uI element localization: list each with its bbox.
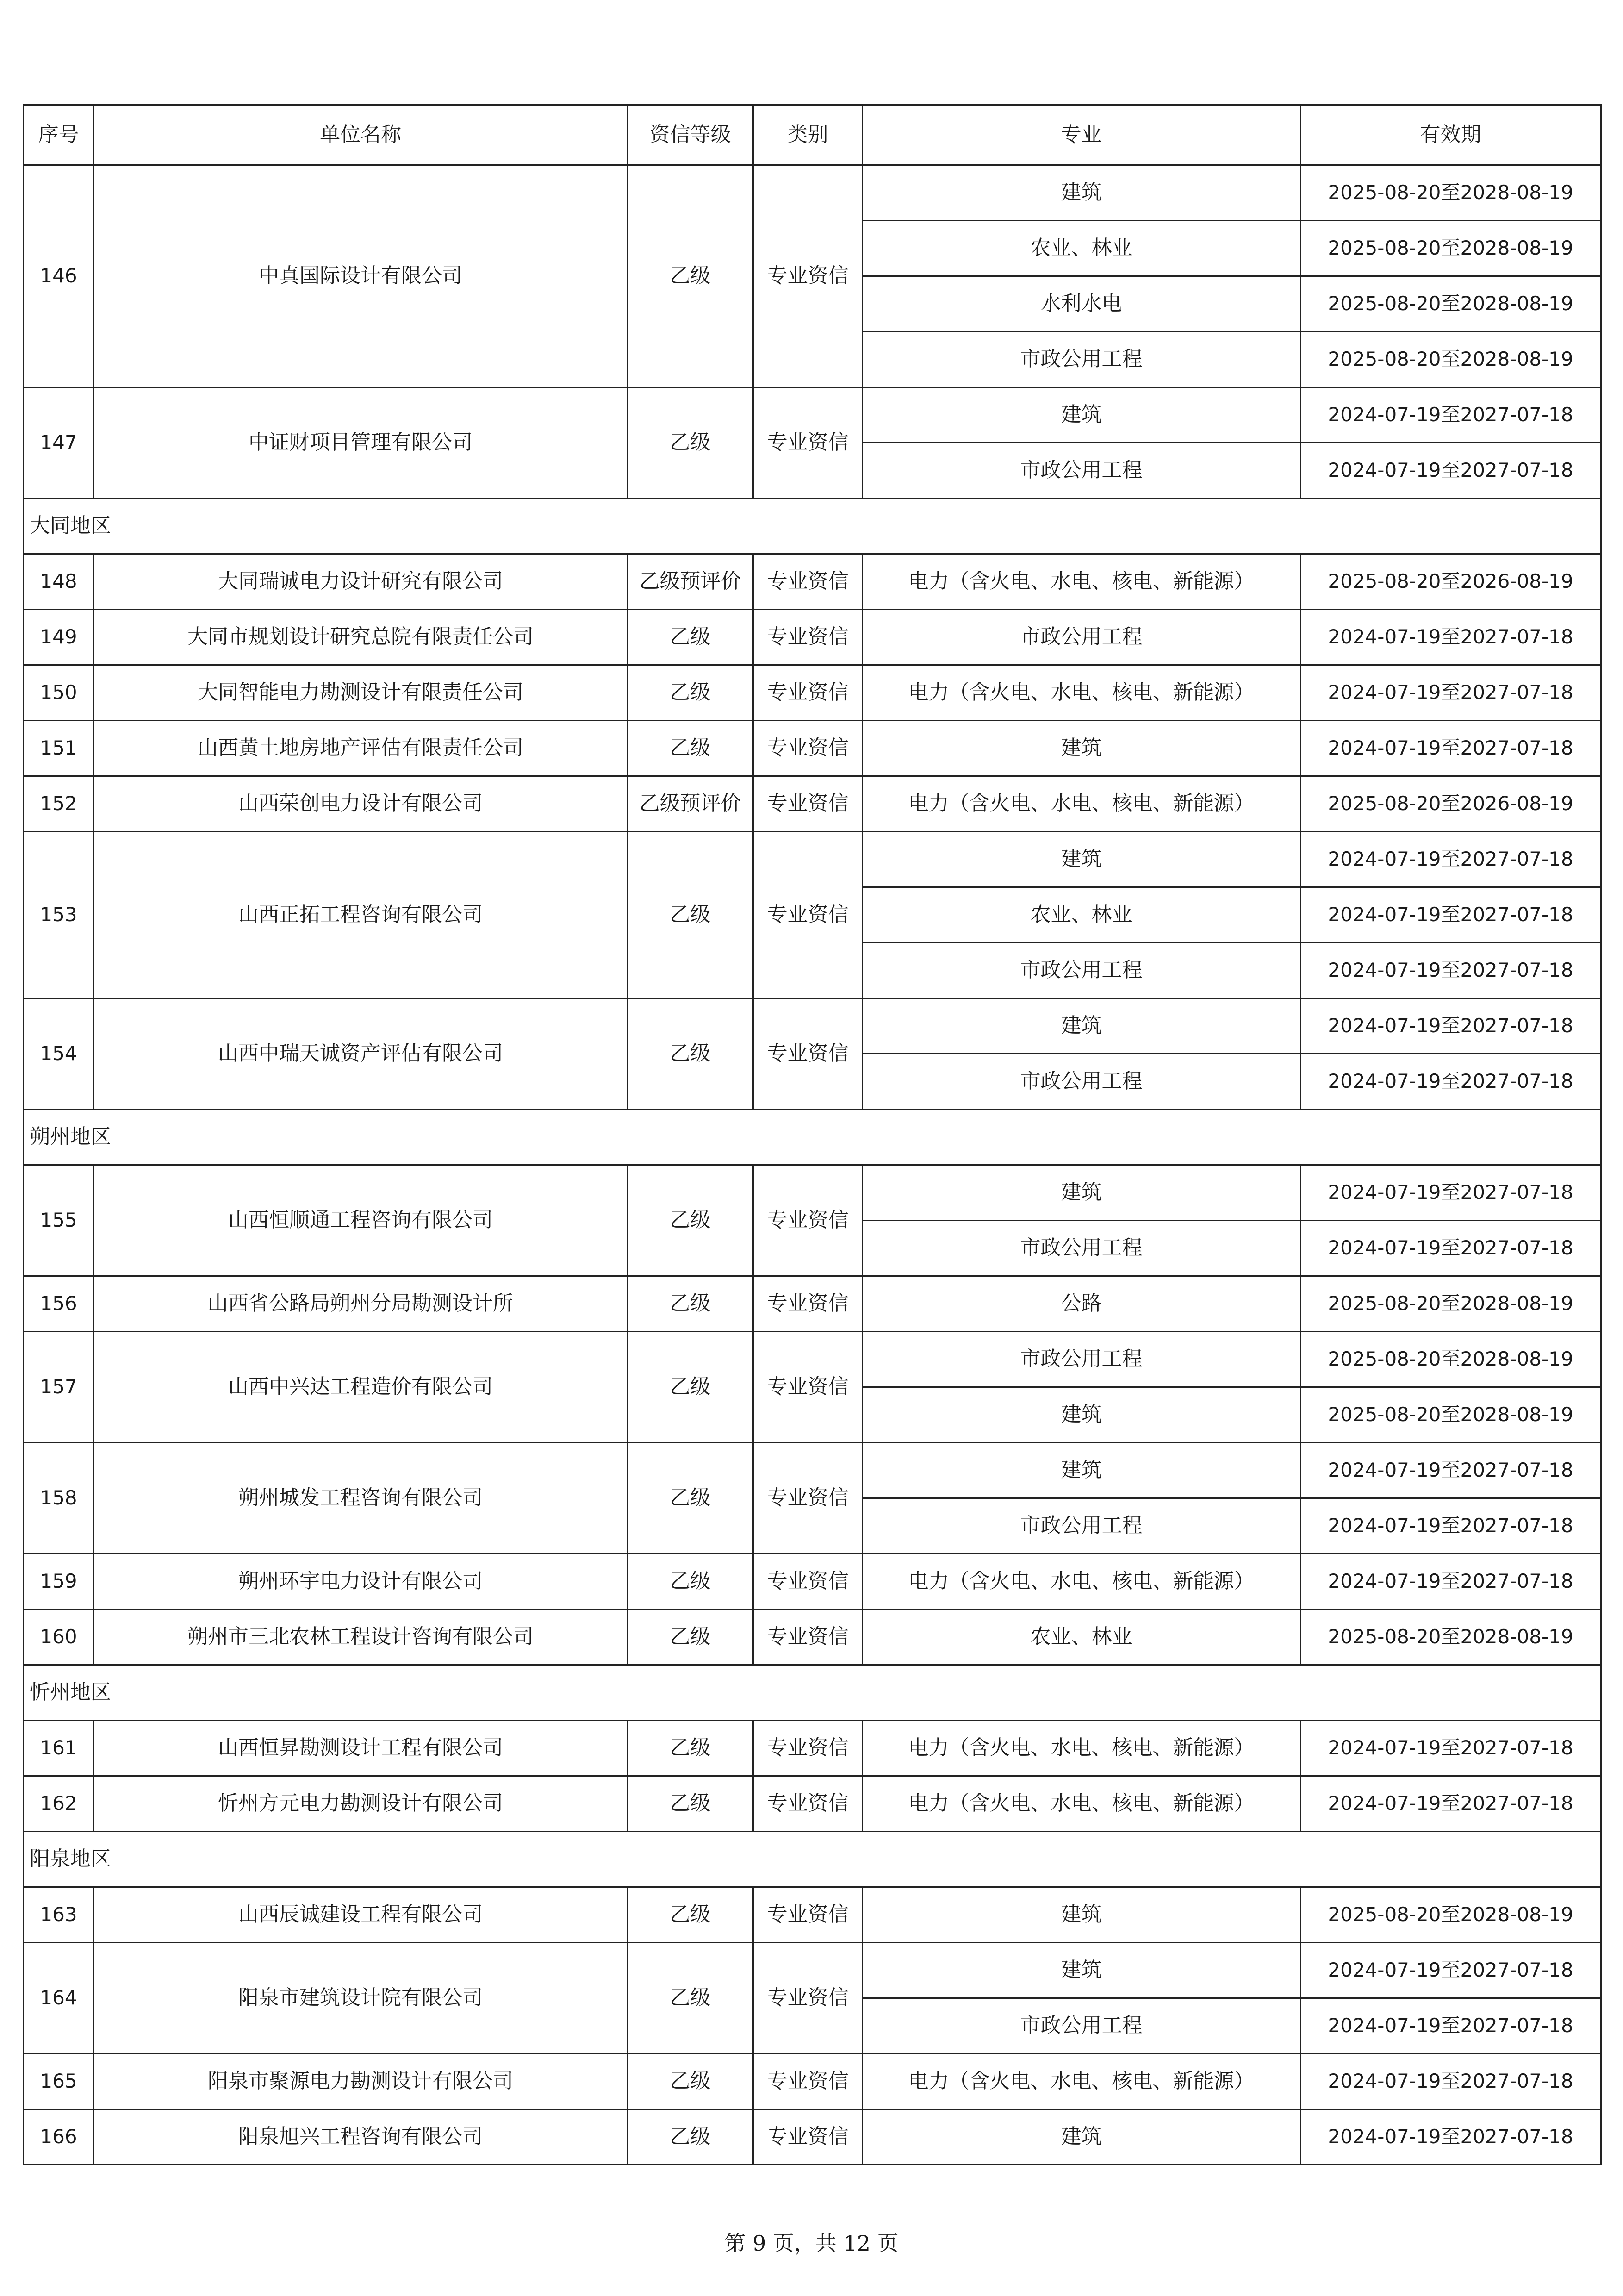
entry-grade: 乙级 [628, 1443, 753, 1554]
entry-grade: 乙级 [628, 1554, 753, 1610]
entry-specialty: 电力（含火电、水电、核电、新能源） [863, 1721, 1300, 1776]
entry-number: 148 [24, 554, 94, 610]
entry-number: 150 [24, 665, 94, 721]
entry-validity: 2024-07-19至2027-07-18 [1300, 1498, 1601, 1554]
entry-number: 149 [24, 610, 94, 665]
entry-category: 专业资信 [753, 1721, 863, 1776]
header-grade: 资信等级 [628, 105, 753, 165]
entry-company-name: 大同市规划设计研究总院有限责任公司 [94, 610, 628, 665]
entry-number: 152 [24, 776, 94, 832]
entry-category: 专业资信 [753, 1610, 863, 1665]
region-row [24, 1110, 1601, 1165]
entry-number: 146 [24, 165, 94, 387]
entry-validity: 2024-07-19至2027-07-18 [1300, 1054, 1601, 1110]
header-category: 类别 [753, 105, 863, 165]
region-label: 忻州地区 [24, 1665, 1601, 1721]
entry-specialty: 建筑 [863, 165, 1300, 221]
entry-category: 专业资信 [753, 1276, 863, 1332]
region-row [24, 1832, 1601, 1887]
entry-validity: 2024-07-19至2027-07-18 [1300, 1165, 1601, 1221]
entry-specialty: 建筑 [863, 1387, 1300, 1443]
entry-validity: 2025-08-20至2028-08-19 [1300, 1276, 1601, 1332]
entry-grade: 乙级 [628, 1332, 753, 1443]
region-label: 大同地区 [24, 499, 1601, 554]
entry-grade: 乙级 [628, 165, 753, 387]
entry-specialty: 水利水电 [863, 276, 1300, 332]
header-name: 单位名称 [94, 105, 628, 165]
entry-category: 专业资信 [753, 554, 863, 610]
entry-validity: 2024-07-19至2027-07-18 [1300, 1221, 1601, 1276]
entry-category: 专业资信 [753, 1887, 863, 1943]
entry-number: 165 [24, 2054, 94, 2109]
entry-number: 153 [24, 832, 94, 998]
entry-category: 专业资信 [753, 998, 863, 1110]
entry-validity: 2024-07-19至2027-07-18 [1300, 1721, 1601, 1776]
entry-grade: 乙级 [628, 387, 753, 499]
entry-company-name: 中证财项目管理有限公司 [94, 387, 628, 499]
entry-specialty: 电力（含火电、水电、核电、新能源） [863, 2054, 1300, 2109]
table-row [24, 665, 1601, 721]
entry-grade: 乙级 [628, 665, 753, 721]
entry-specialty: 建筑 [863, 1887, 1300, 1943]
entry-validity: 2025-08-20至2028-08-19 [1300, 1610, 1601, 1665]
table-row [24, 832, 1601, 887]
table-row [24, 776, 1601, 832]
entry-company-name: 忻州方元电力勘测设计有限公司 [94, 1776, 628, 1832]
header-validity: 有效期 [1300, 105, 1601, 165]
entry-validity: 2024-07-19至2027-07-18 [1300, 1554, 1601, 1610]
entry-grade: 乙级 [628, 610, 753, 665]
entry-grade: 乙级 [628, 1943, 753, 2054]
table-row [24, 1554, 1601, 1610]
entry-company-name: 阳泉市聚源电力勘测设计有限公司 [94, 2054, 628, 2109]
entry-number: 163 [24, 1887, 94, 1943]
entry-category: 专业资信 [753, 1776, 863, 1832]
entry-company-name: 山西辰诚建设工程有限公司 [94, 1887, 628, 1943]
header-no: 序号 [24, 105, 94, 165]
region-label: 朔州地区 [24, 1110, 1601, 1165]
table-row [24, 2054, 1601, 2109]
entry-validity: 2025-08-20至2028-08-19 [1300, 1332, 1601, 1387]
table-row [24, 1165, 1601, 1221]
entry-number: 159 [24, 1554, 94, 1610]
entry-company-name: 山西中瑞天诚资产评估有限公司 [94, 998, 628, 1110]
entry-category: 专业资信 [753, 1332, 863, 1443]
table-row [24, 1332, 1601, 1387]
entry-category: 专业资信 [753, 1165, 863, 1276]
entry-validity: 2024-07-19至2027-07-18 [1300, 610, 1601, 665]
entry-specialty: 建筑 [863, 1443, 1300, 1498]
entry-validity: 2024-07-19至2027-07-18 [1300, 721, 1601, 776]
entry-company-name: 朔州城发工程咨询有限公司 [94, 1443, 628, 1554]
entry-number: 162 [24, 1776, 94, 1832]
table-row [24, 721, 1601, 776]
entry-grade: 乙级 [628, 2109, 753, 2165]
entry-specialty: 市政公用工程 [863, 1332, 1300, 1387]
entry-specialty: 市政公用工程 [863, 332, 1300, 387]
table-row [24, 1943, 1601, 1998]
entry-company-name: 山西省公路局朔州分局勘测设计所 [94, 1276, 628, 1332]
entry-validity: 2024-07-19至2027-07-18 [1300, 665, 1601, 721]
entry-category: 专业资信 [753, 832, 863, 998]
entry-specialty: 建筑 [863, 1165, 1300, 1221]
entry-number: 151 [24, 721, 94, 776]
entry-grade: 乙级 [628, 998, 753, 1110]
entry-specialty: 市政公用工程 [863, 943, 1300, 998]
entry-grade: 乙级 [628, 2054, 753, 2109]
entry-grade: 乙级预评价 [628, 554, 753, 610]
entry-number: 164 [24, 1943, 94, 2054]
entry-validity: 2025-08-20至2026-08-19 [1300, 776, 1601, 832]
entry-validity: 2025-08-20至2028-08-19 [1300, 165, 1601, 221]
entry-validity: 2024-07-19至2027-07-18 [1300, 1443, 1601, 1498]
entry-specialty: 建筑 [863, 721, 1300, 776]
region-row [24, 499, 1601, 554]
entry-grade: 乙级 [628, 721, 753, 776]
entry-specialty: 市政公用工程 [863, 1998, 1300, 2054]
entry-specialty: 建筑 [863, 1943, 1300, 1998]
entry-category: 专业资信 [753, 1943, 863, 2054]
entry-validity: 2024-07-19至2027-07-18 [1300, 2109, 1601, 2165]
entry-company-name: 阳泉市建筑设计院有限公司 [94, 1943, 628, 2054]
entry-specialty: 农业、林业 [863, 887, 1300, 943]
entry-number: 158 [24, 1443, 94, 1554]
entry-number: 147 [24, 387, 94, 499]
entry-validity: 2024-07-19至2027-07-18 [1300, 443, 1601, 499]
entry-number: 154 [24, 998, 94, 1110]
entry-number: 155 [24, 1165, 94, 1276]
entry-specialty: 市政公用工程 [863, 610, 1300, 665]
entry-grade: 乙级预评价 [628, 776, 753, 832]
table-header-row [24, 105, 1601, 165]
entry-category: 专业资信 [753, 721, 863, 776]
entry-specialty: 建筑 [863, 998, 1300, 1054]
entry-company-name: 大同瑞诚电力设计研究有限公司 [94, 554, 628, 610]
entry-specialty: 建筑 [863, 2109, 1300, 2165]
entry-category: 专业资信 [753, 2109, 863, 2165]
entry-company-name: 朔州环宇电力设计有限公司 [94, 1554, 628, 1610]
entry-validity: 2025-08-20至2028-08-19 [1300, 221, 1601, 276]
entry-grade: 乙级 [628, 1887, 753, 1943]
entry-company-name: 大同智能电力勘测设计有限责任公司 [94, 665, 628, 721]
entry-validity: 2024-07-19至2027-07-18 [1300, 2054, 1601, 2109]
entry-specialty: 市政公用工程 [863, 1054, 1300, 1110]
table-row [24, 2109, 1601, 2165]
table-row [24, 1610, 1601, 1665]
entry-category: 专业资信 [753, 165, 863, 387]
entry-specialty: 电力（含火电、水电、核电、新能源） [863, 776, 1300, 832]
entry-number: 161 [24, 1721, 94, 1776]
table-row [24, 1721, 1601, 1776]
entry-specialty: 市政公用工程 [863, 1221, 1300, 1276]
entry-number: 157 [24, 1332, 94, 1443]
entry-validity: 2024-07-19至2027-07-18 [1300, 832, 1601, 887]
header-specialty: 专业 [863, 105, 1300, 165]
page-footer: 第 9 页，共 12 页 [724, 2231, 899, 2256]
region-row [24, 1665, 1601, 1721]
entry-specialty: 建筑 [863, 832, 1300, 887]
entry-specialty: 建筑 [863, 387, 1300, 443]
entry-grade: 乙级 [628, 1610, 753, 1665]
entry-grade: 乙级 [628, 1165, 753, 1276]
entry-validity: 2025-08-20至2028-08-19 [1300, 1887, 1601, 1943]
entry-company-name: 朔州市三北农林工程设计咨询有限公司 [94, 1610, 628, 1665]
table-row [24, 554, 1601, 610]
table-row [24, 1443, 1601, 1498]
entry-company-name: 山西荣创电力设计有限公司 [94, 776, 628, 832]
entry-category: 专业资信 [753, 2054, 863, 2109]
entry-validity: 2025-08-20至2028-08-19 [1300, 276, 1601, 332]
entry-company-name: 山西恒顺通工程咨询有限公司 [94, 1165, 628, 1276]
entry-validity: 2025-08-20至2028-08-19 [1300, 1387, 1601, 1443]
entry-specialty: 电力（含火电、水电、核电、新能源） [863, 665, 1300, 721]
table-row [24, 998, 1601, 1054]
entry-company-name: 山西中兴达工程造价有限公司 [94, 1332, 628, 1443]
table-row [24, 1776, 1601, 1832]
entry-specialty: 电力（含火电、水电、核电、新能源） [863, 554, 1300, 610]
entry-validity: 2024-07-19至2027-07-18 [1300, 887, 1601, 943]
entry-specialty: 农业、林业 [863, 1610, 1300, 1665]
entry-grade: 乙级 [628, 832, 753, 998]
entry-grade: 乙级 [628, 1721, 753, 1776]
entry-specialty: 市政公用工程 [863, 443, 1300, 499]
table-row [24, 165, 1601, 221]
table-row [24, 1887, 1601, 1943]
table-body [24, 165, 1601, 2165]
entry-specialty: 电力（含火电、水电、核电、新能源） [863, 1776, 1300, 1832]
entry-validity: 2025-08-20至2026-08-19 [1300, 554, 1601, 610]
entry-grade: 乙级 [628, 1776, 753, 1832]
entry-specialty: 电力（含火电、水电、核电、新能源） [863, 1554, 1300, 1610]
entry-grade: 乙级 [628, 1276, 753, 1332]
table-row [24, 610, 1601, 665]
entry-category: 专业资信 [753, 1554, 863, 1610]
entry-specialty: 公路 [863, 1276, 1300, 1332]
entry-company-name: 山西正拓工程咨询有限公司 [94, 832, 628, 998]
entry-number: 156 [24, 1276, 94, 1332]
entry-company-name: 山西恒昇勘测设计工程有限公司 [94, 1721, 628, 1776]
entry-category: 专业资信 [753, 665, 863, 721]
entry-company-name: 山西黄土地房地产评估有限责任公司 [94, 721, 628, 776]
entry-company-name: 中真国际设计有限公司 [94, 165, 628, 387]
entry-specialty: 农业、林业 [863, 221, 1300, 276]
qualification-table [23, 104, 1602, 2165]
table-row [24, 1276, 1601, 1332]
region-label: 阳泉地区 [24, 1832, 1601, 1887]
entry-number: 166 [24, 2109, 94, 2165]
entry-category: 专业资信 [753, 610, 863, 665]
entry-validity: 2024-07-19至2027-07-18 [1300, 387, 1601, 443]
entry-category: 专业资信 [753, 776, 863, 832]
entry-number: 160 [24, 1610, 94, 1665]
entry-validity: 2024-07-19至2027-07-18 [1300, 943, 1601, 998]
entry-company-name: 阳泉旭兴工程咨询有限公司 [94, 2109, 628, 2165]
entry-validity: 2024-07-19至2027-07-18 [1300, 1776, 1601, 1832]
table-row [24, 387, 1601, 443]
entry-category: 专业资信 [753, 1443, 863, 1554]
entry-category: 专业资信 [753, 387, 863, 499]
entry-validity: 2024-07-19至2027-07-18 [1300, 1998, 1601, 2054]
entry-specialty: 市政公用工程 [863, 1498, 1300, 1554]
entry-validity: 2024-07-19至2027-07-18 [1300, 1943, 1601, 1998]
entry-validity: 2024-07-19至2027-07-18 [1300, 998, 1601, 1054]
entry-validity: 2025-08-20至2028-08-19 [1300, 332, 1601, 387]
